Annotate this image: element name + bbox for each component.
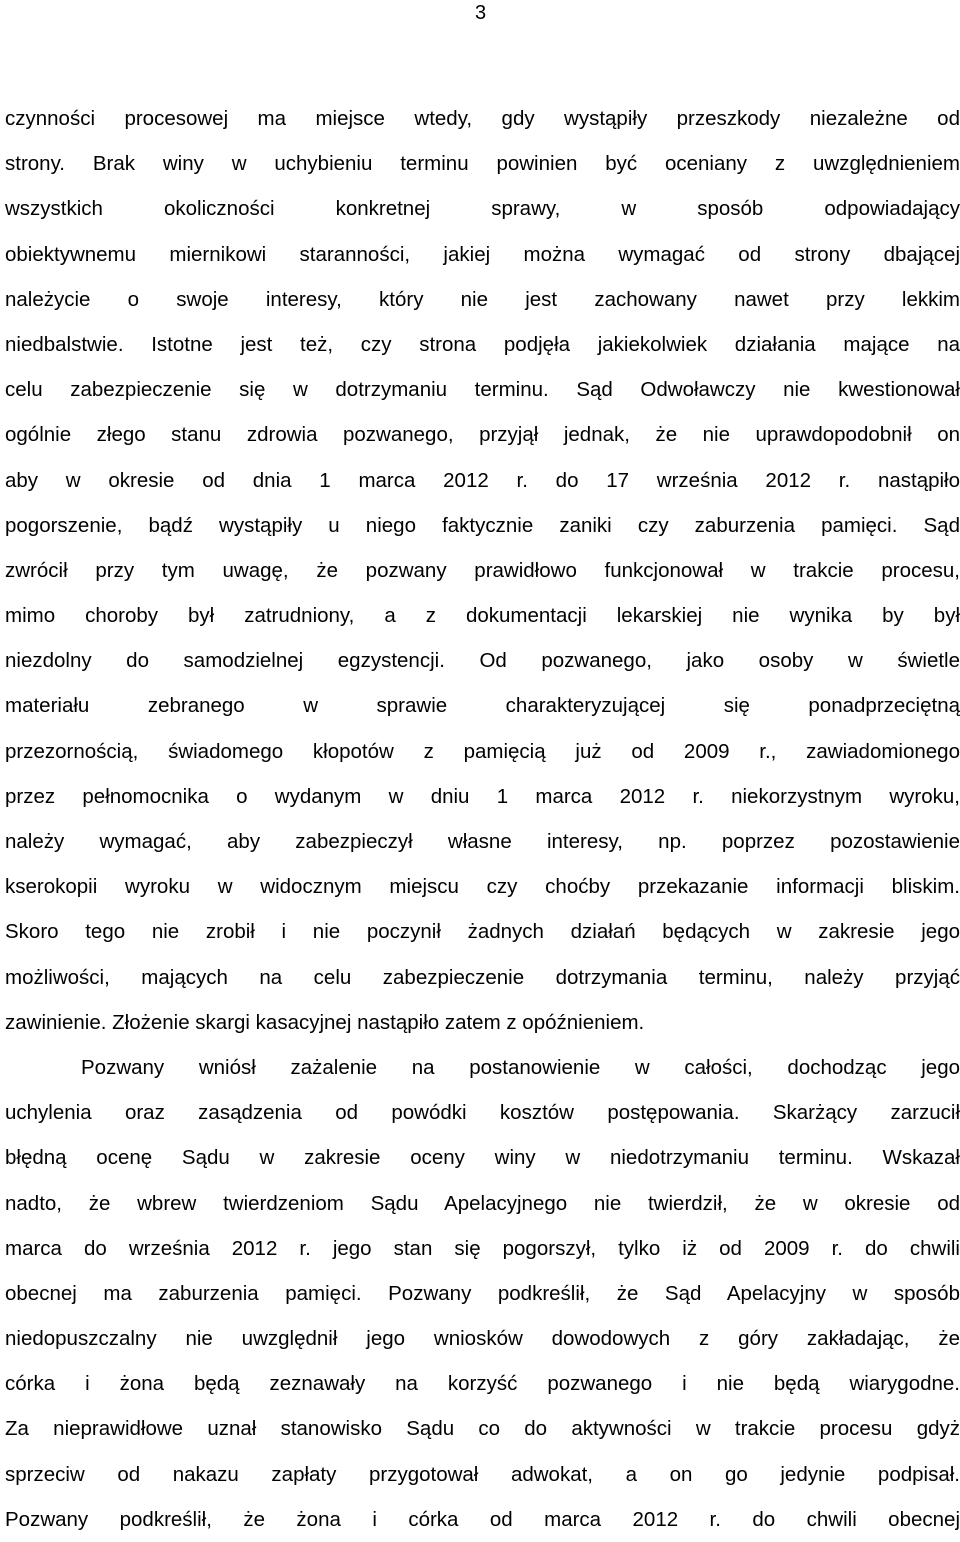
text-line: ogólnie złego stanu zdrowia pozwanego, przyjął jednak, że nie uprawdopodobnił on xyxy=(5,423,960,447)
text-line: niezdolny do samodzielnej egzystencji. Od pozwanego, jako osoby w świetle xyxy=(5,649,960,673)
text-line: niedopuszczalny nie uwzględnił jego wniosków dowodowych z góry zakładając, że xyxy=(5,1327,960,1351)
text-line: należy wymagać, aby zabezpieczył własne interesy, np. poprzez pozostawienie xyxy=(5,830,960,853)
text-line: sprzeciw od nakazu zapłaty przygotował adwokat, a on go jedynie podpisał. xyxy=(5,1462,960,1486)
text-line: przezornością, świadomego kłopotów z pamięcią już od 2009 r., zawiadomionego xyxy=(5,739,960,763)
text-line: zwrócił przy tym uwagę, że pozwany prawidłowo funkcjonował w trakcie procesu, xyxy=(5,558,960,582)
text-line: strony. Brak winy w uchybieniu terminu powinien być oceniany z uwzględnieniem xyxy=(5,152,960,176)
text-line: przez pełnomocnika o wydanym w dniu 1 marca 2012 r. niekorzystnym wyroku, xyxy=(5,784,960,808)
text-line: Za nieprawidłowe uznał stanowisko Sądu co do aktywności w trakcie procesu gdyż xyxy=(5,1417,960,1441)
text-line: Pozwany wniósł zażalenie na postanowienie w całości, dochodząc jego xyxy=(81,1055,960,1079)
document-body xyxy=(5,96,960,1542)
text-line: obiektywnemu miernikowi staranności, jakiej można wymagać od strony dbającej xyxy=(5,242,960,266)
text-line: czynności procesowej ma miejsce wtedy, gdy wystąpiły przeszkody niezależne od xyxy=(5,107,960,130)
text-line: aby w okresie od dnia 1 marca 2012 r. do 17 września 2012 r. nastąpiło xyxy=(5,468,960,492)
text-line: pogorszenie, bądź wystąpiły u niego faktycznie zaniki czy zaburzenia pamięci. Sąd xyxy=(5,513,960,537)
text-line: uchylenia oraz zasądzenia od powódki kosztów postępowania. Skarżący zarzucił xyxy=(5,1101,960,1125)
text-line: kserokopii wyroku w widocznym miejscu czy choćby przekazanie informacji bliskim. xyxy=(5,875,960,899)
text-line: Skoro tego nie zrobił i nie poczynił żadnych działań będących w zakresie jego xyxy=(5,920,960,944)
text-line: wszystkich okoliczności konkretnej sprawy, w sposób odpowiadający xyxy=(5,197,960,221)
page-number: 3 xyxy=(475,2,487,24)
text-line: mimo choroby był zatrudniony, a z dokumentacji lekarskiej nie wynika by był xyxy=(5,604,960,628)
paragraph xyxy=(5,1045,960,1542)
text-line: Pozwany podkreślił, że żona i córka od marca 2012 r. do chwili obecnej xyxy=(5,1507,960,1531)
text-line: błędną ocenę Sądu w zakresie oceny winy w niedotrzymaniu terminu. Wskazał xyxy=(5,1146,960,1170)
text-line: córka i żona będą zeznawały na korzyść pozwanego i nie będą wiarygodne. xyxy=(5,1372,960,1396)
text-line: materiału zebranego w sprawie charakteryzującej się ponadprzeciętną xyxy=(5,694,960,718)
paragraph xyxy=(5,96,960,1045)
text-line: marca do września 2012 r. jego stan się pogorszył, tylko iż od 2009 r. do chwili xyxy=(5,1236,960,1260)
text-line: zawinienie. Złożenie skargi kasacyjnej nastąpiło zatem z opóźnieniem. xyxy=(5,1010,645,1034)
text-line: możliwości, mających na celu zabezpieczenie dotrzymania terminu, należy przyjąć xyxy=(5,965,960,989)
text-line: celu zabezpieczenie się w dotrzymaniu terminu. Sąd Odwoławczy nie kwestionował xyxy=(5,378,960,402)
text-line: należycie o swoje interesy, który nie jest zachowany nawet przy lekkim xyxy=(5,287,960,311)
text-line: nadto, że wbrew twierdzeniom Sądu Apelacyjnego nie twierdził, że w okresie od xyxy=(5,1191,960,1215)
text-line: niedbalstwie. Istotne jest też, czy strona podjęła jakiekolwiek działania mające na xyxy=(5,332,960,356)
text-line: obecnej ma zaburzenia pamięci. Pozwany podkreślił, że Sąd Apelacyjny w sposób xyxy=(5,1281,960,1305)
